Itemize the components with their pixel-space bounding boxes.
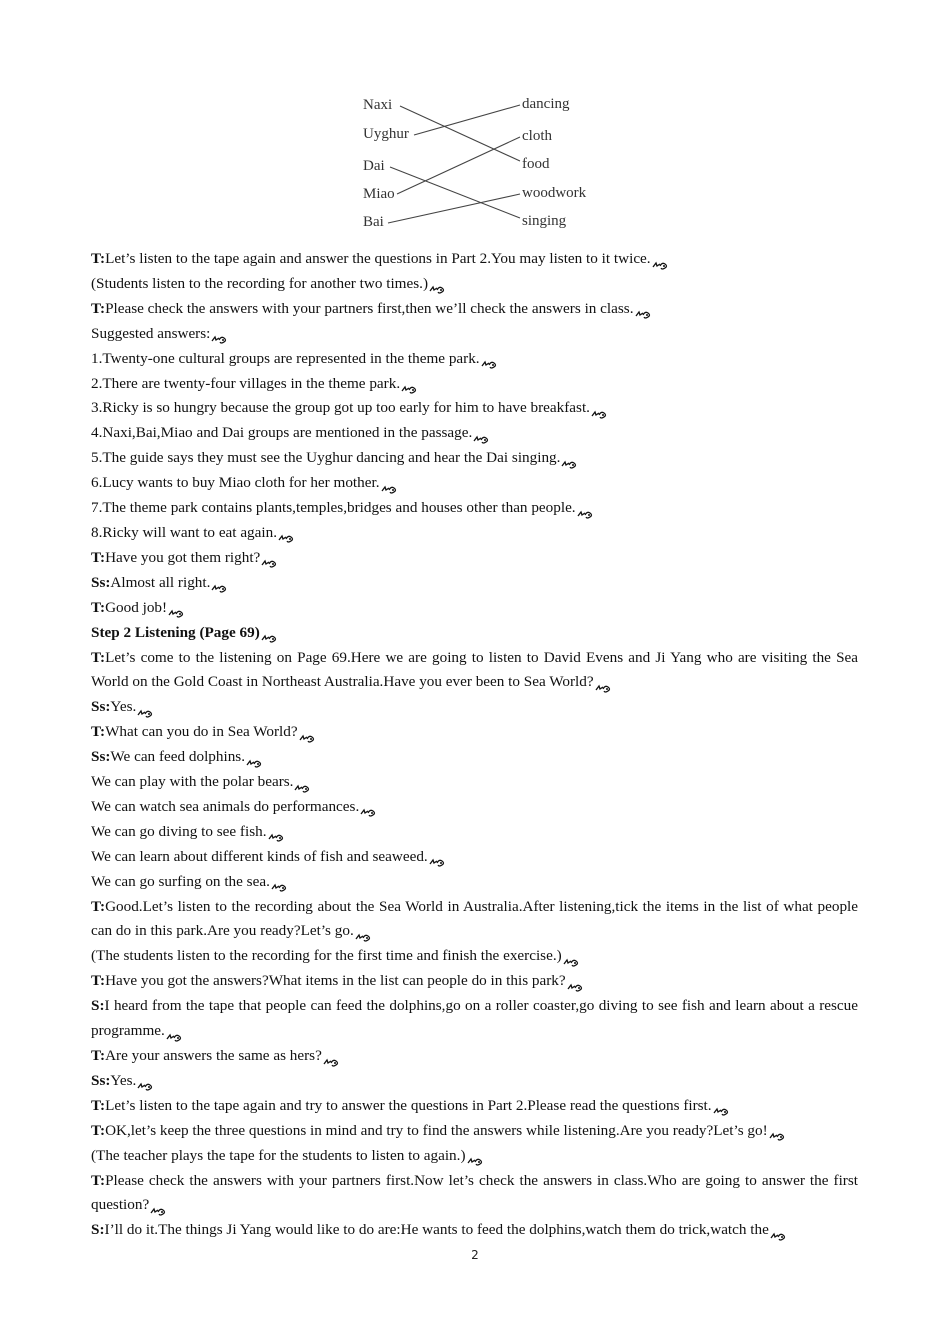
text-line [91,895,858,945]
speaker-label: T: [91,972,106,990]
speaker-label: Step 2 Listening (Page 69) [91,623,260,641]
speaker-label: Ss: [91,698,111,716]
line-text: Please check the answers with your partners first.Now let’s check the answers in class.Who are going to answer the first question? [91,1171,858,1214]
match-line [397,137,520,194]
text-line [91,1119,858,1144]
speaker-label: S: [91,997,105,1015]
line-text: 3.Ricky is so hungry because the group got up too early for him to have breakfast. [91,399,590,417]
paragraph-mark-icon [137,703,154,713]
right-item: singing [522,213,567,229]
line-text: Good.Let’s listen to the recording about the Sea World in Australia.After listening,tick the items in the list of what people can do in this park.Are you ready?Let’s go. [91,897,858,940]
text-line [91,621,858,646]
paragraph-mark-icon [168,603,185,613]
speaker-label: Ss: [91,748,111,766]
paragraph-mark-icon [401,379,418,389]
text-line [91,322,858,347]
line-text: Let’s listen to the tape again and answer the questions in Part 2.You may listen to it twice. [105,250,651,267]
paragraph-mark-icon [246,753,263,763]
text-line [91,546,858,571]
paragraph-mark-icon [268,827,285,837]
line-text: Yes. [110,1071,137,1089]
speaker-label: T: [91,1096,106,1114]
line-text: We can watch sea animals do performances. [91,797,360,815]
text-line [91,720,858,745]
speaker-label: Ss: [91,573,111,591]
paragraph-mark-icon [770,1226,787,1236]
line-text: 2.There are twenty-four villages in the theme park. [91,374,401,392]
line-text: Let’s come to the listening on Page 69.Here we are going to listen to David Evens and Ji Yang who are visiting the Sea World on the Gold Coast in Northeast Australia.Have you ever been to Sea World? [91,648,858,691]
paragraph-mark-icon [137,1076,154,1086]
line-text: We can go surfing on the sea. [91,872,270,890]
speaker-label: T: [91,1171,106,1189]
paragraph-mark-icon [429,279,446,289]
right-item: woodwork [522,185,587,201]
text-line [91,247,858,272]
text-line [91,770,858,795]
page-number: 2 [471,1248,479,1262]
speaker-label: T: [91,598,106,616]
line-text: OK,let’s keep the three questions in mind and try to find the answers while listening.Are you ready?Let’s go! [105,1121,768,1139]
left-item: Bai [363,214,384,230]
text-line [91,272,858,297]
text-line [91,944,858,969]
paragraph-mark-icon [211,329,228,339]
text-line [91,870,858,895]
text-line [91,820,858,845]
line-text: Good job! [105,598,168,616]
text-line [91,969,858,994]
document-body [91,247,858,1243]
text-line [91,646,858,696]
paragraph-mark-icon [323,1052,340,1062]
text-line [91,994,858,1044]
line-text: We can feed dolphins. [110,748,245,766]
line-text: Please check the answers with your partners first,then we’ll check the answers in class. [105,299,634,317]
paragraph-mark-icon [563,952,580,962]
text-line [91,396,858,421]
paragraph-mark-icon [278,528,295,538]
text-line [91,695,858,720]
line-text: (Students listen to the recording for another two times.) [91,274,429,292]
paragraph-mark-icon [381,479,398,489]
matching-diagram [350,90,610,240]
paragraph-mark-icon [299,728,316,738]
text-line [91,1044,858,1069]
speaker-label: Ss: [91,1071,111,1089]
paragraph-mark-icon [211,578,228,588]
line-text: What can you do in Sea World? [105,723,298,741]
text-line [91,1169,858,1219]
paragraph-mark-icon [577,504,594,514]
paragraph-mark-icon [429,852,446,862]
paragraph-mark-icon [467,1151,484,1161]
left-item: Dai [363,158,385,174]
paragraph-mark-icon [595,678,612,688]
text-line [91,1094,858,1119]
text-line [91,496,858,521]
paragraph-mark-icon [567,977,584,987]
paragraph-mark-icon [166,1027,183,1037]
paragraph-mark-icon [635,304,652,314]
line-text: Suggested answers: [91,324,211,342]
match-line [390,167,520,218]
text-line [91,347,858,372]
speaker-label: T: [91,648,106,666]
line-text: Almost all right. [110,573,211,591]
paragraph-mark-icon [360,802,377,812]
speaker-label: T: [91,1121,106,1139]
text-line [91,521,858,546]
left-item: Naxi [363,97,393,113]
text-line [91,845,858,870]
paragraph-mark-icon [355,927,372,937]
text-line [91,446,858,471]
paragraph-mark-icon [481,354,498,364]
line-text: Are your answers the same as hers? [105,1047,322,1064]
text-line [91,571,858,596]
paragraph-mark-icon [561,454,578,464]
line-text: Have you got them right? [105,548,261,566]
left-item: Miao [363,186,395,202]
line-text: Let’s listen to the tape again and try to answer the questions in Part 2.Please read the questions first. [105,1096,712,1114]
paragraph-mark-icon [261,628,278,638]
text-line [91,745,858,770]
paragraph-mark-icon [473,429,490,439]
line-text: I’ll do it.The things Ji Yang would like to do are:He wants to feed the dolphins,watch them do trick,watch the [104,1221,769,1239]
line-text: 8.Ricky will want to eat again. [91,523,278,541]
line-text: We can learn about different kinds of fish and seaweed. [91,847,428,865]
right-item: dancing [522,96,570,112]
speaker-label: T: [91,250,106,267]
speaker-label: T: [91,299,106,317]
match-line [388,194,520,223]
left-item: Uyghur [363,126,409,142]
paragraph-mark-icon [271,877,288,887]
line-text: (The teacher plays the tape for the students to listen to again.) [91,1146,466,1164]
text-line [91,1218,858,1243]
line-text: (The students listen to the recording for the first time and finish the exercise.) [91,947,562,965]
line-text: 7.The theme park contains plants,temples,bridges and houses other than people. [91,499,576,517]
text-line [91,372,858,397]
text-line [91,795,858,820]
paragraph-mark-icon [261,553,278,563]
speaker-label: S: [91,1221,105,1239]
paragraph-mark-icon [150,1201,167,1211]
line-text: I heard from the tape that people can feed the dolphins,go on a roller coaster,go diving to see fish and learn about a rescue programme. [91,997,858,1040]
paragraph-mark-icon [294,778,311,788]
right-item: food [522,156,550,172]
paragraph-mark-icon [713,1101,730,1111]
text-line [91,1069,858,1094]
speaker-label: T: [91,723,106,741]
line-text: Yes. [110,698,137,716]
text-line [91,421,858,446]
text-line [91,1144,858,1169]
line-text: 5.The guide says they must see the Uyghur dancing and hear the Dai singing. [91,449,561,467]
line-text: 1.Twenty-one cultural groups are represented in the theme park. [91,349,480,367]
line-text: 6.Lucy wants to buy Miao cloth for her mother. [91,474,380,492]
speaker-label: T: [91,1047,106,1064]
paragraph-mark-icon [591,404,608,414]
line-text: 4.Naxi,Bai,Miao and Dai groups are mentioned in the passage. [91,424,473,442]
text-line [91,471,858,496]
text-line [91,596,858,621]
line-text: Have you got the answers?What items in the list can people do in this park? [105,972,566,990]
text-line [91,297,858,322]
paragraph-mark-icon [769,1126,786,1136]
paragraph-mark-icon [652,255,669,265]
speaker-label: T: [91,897,106,915]
line-text: We can go diving to see fish. [91,822,267,840]
right-item: cloth [522,128,552,144]
speaker-label: T: [91,548,106,566]
line-text: We can play with the polar bears. [91,773,294,791]
